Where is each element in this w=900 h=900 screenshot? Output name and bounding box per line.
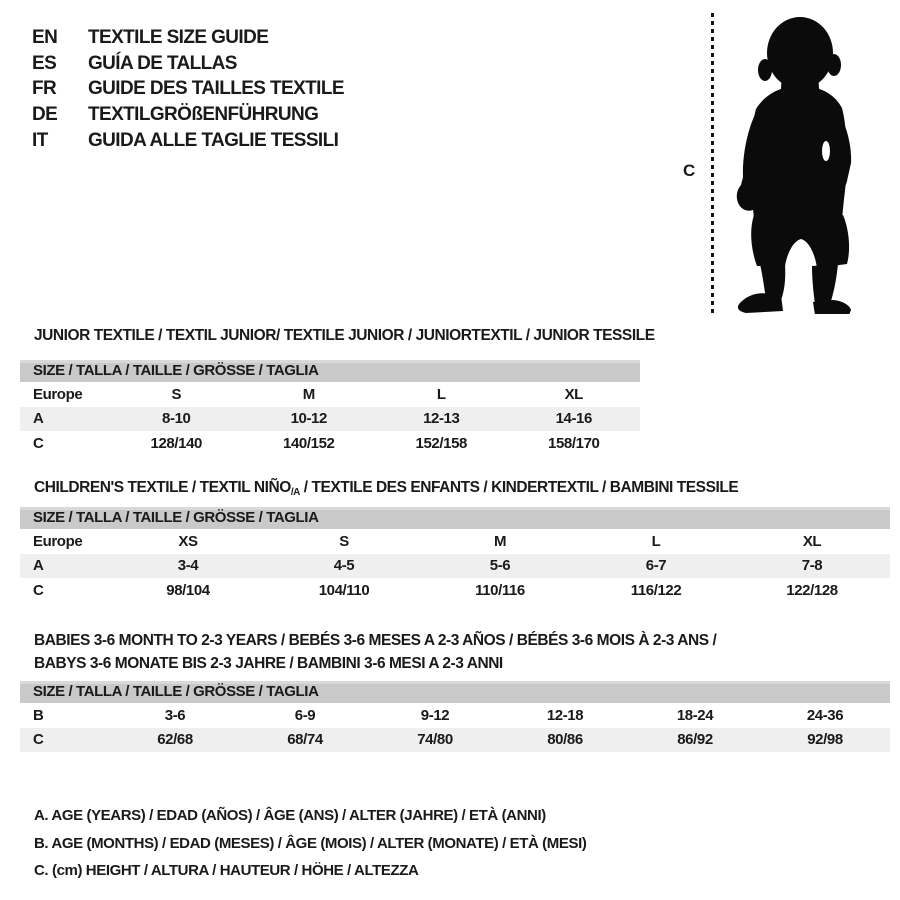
lang-code: DE <box>32 104 58 126</box>
size-header-band <box>20 360 640 382</box>
cell: S <box>171 385 182 403</box>
cell: 7-8 <box>801 557 823 575</box>
cell: 10-12 <box>290 410 327 428</box>
cell: S <box>339 532 349 550</box>
cell: 110/116 <box>475 581 525 599</box>
table-row <box>20 382 640 407</box>
row-label: Europe <box>33 532 83 550</box>
cell: 5-6 <box>489 557 511 575</box>
cell: XL <box>564 385 583 403</box>
babies-section-title <box>34 629 716 675</box>
lang-title: GUIDA ALLE TAGLIE TESSILI <box>88 130 339 152</box>
babies-title-line1: BABIES 3-6 MONTH TO 2-3 YEARS / BEBÉS 3-6 MESES A 2-3 AÑOS / BÉBÉS 3-6 MOIS À 2-3 ANS / <box>34 632 717 649</box>
size-header-band <box>20 681 890 703</box>
language-legend <box>32 25 344 154</box>
size-header-band <box>20 507 890 529</box>
cell: 92/98 <box>807 731 843 749</box>
children-title-pre: CHILDREN'S TEXTILE / TEXTIL NIÑO <box>34 479 291 496</box>
cell: M <box>493 532 507 550</box>
table-row <box>20 578 890 603</box>
children-title-sub: /A <box>290 487 300 498</box>
table-row <box>20 728 890 753</box>
cell: 68/74 <box>287 731 323 749</box>
lang-title: TEXTILE SIZE GUIDE <box>88 26 269 48</box>
cell: 80/86 <box>547 731 583 749</box>
lang-row-it <box>32 128 344 154</box>
table-row <box>20 407 640 432</box>
cell: L <box>436 385 446 403</box>
cell: 3-4 <box>177 557 199 575</box>
table-row <box>20 703 890 728</box>
cell: 104/110 <box>318 581 370 599</box>
cell: 140/152 <box>283 434 335 452</box>
row-label: Europe <box>33 385 83 403</box>
cell: 6-7 <box>645 557 667 575</box>
cell: 158/170 <box>548 434 600 452</box>
lang-title: GUIDE DES TAILLES TEXTILE <box>88 78 344 100</box>
lang-code: ES <box>32 52 57 74</box>
cell: M <box>302 385 315 403</box>
table-row <box>20 529 890 554</box>
cell: 9-12 <box>420 706 450 724</box>
cell: 116/122 <box>630 581 682 599</box>
cell: 4-5 <box>333 557 355 575</box>
cell: 14-16 <box>555 410 592 428</box>
cell: 74/80 <box>417 731 453 749</box>
height-dotted-line <box>711 13 714 313</box>
size-header-label: SIZE / TALLA / TAILLE / GRÖSSE / TAGLIA <box>33 362 319 379</box>
cell: 8-10 <box>162 410 191 428</box>
children-section-title <box>34 479 738 498</box>
cell: 24-36 <box>806 706 844 724</box>
lang-row-de <box>32 102 344 128</box>
lang-row-fr <box>32 77 344 103</box>
baby-silhouette-icon <box>722 12 874 314</box>
size-header-label: SIZE / TALLA / TAILLE / GRÖSSE / TAGLIA <box>33 509 319 526</box>
cell: 122/128 <box>786 581 838 599</box>
cell: 98/104 <box>166 581 210 599</box>
cell: 62/68 <box>157 731 193 749</box>
cell: 3-6 <box>164 706 186 724</box>
lang-title: GUÍA DE TALLAS <box>88 52 237 74</box>
junior-section-title: JUNIOR TEXTILE / TEXTIL JUNIOR/ TEXTILE JUNIOR / JUNIORTEXTIL / JUNIOR TESSILE <box>34 327 655 344</box>
cell: XL <box>802 532 822 550</box>
row-label: C <box>33 434 44 452</box>
junior-size-table <box>20 360 640 456</box>
lang-code: EN <box>32 26 58 48</box>
children-size-table <box>20 507 890 603</box>
babies-title-line2: BABYS 3-6 MONATE BIS 2-3 JAHRE / BAMBINI 3-6 MESI A 2-3 ANNI <box>34 655 503 672</box>
table-row <box>20 554 890 579</box>
lang-code: FR <box>32 78 57 100</box>
lang-title: TEXTILGRÖßENFÜHRUNG <box>88 104 319 126</box>
row-label: C <box>33 731 44 749</box>
cell: XS <box>178 532 198 550</box>
height-measure-label: C <box>683 161 696 180</box>
row-label: C <box>33 581 44 599</box>
footnotes <box>34 802 586 885</box>
babies-size-table <box>20 681 890 752</box>
row-label: B <box>33 706 44 724</box>
footnote-a: A. AGE (YEARS) / EDAD (AÑOS) / ÂGE (ANS) / ALTER (JAHRE) / ETÀ (ANNI) <box>34 807 546 824</box>
cell: 12-18 <box>546 706 584 724</box>
cell: 152/158 <box>415 434 467 452</box>
cell: 12-13 <box>423 410 460 428</box>
lang-code: IT <box>32 130 48 152</box>
cell: 18-24 <box>676 706 714 724</box>
cell: 128/140 <box>150 434 202 452</box>
cell: 6-9 <box>294 706 316 724</box>
cell: 86/92 <box>677 731 713 749</box>
lang-row-es <box>32 51 344 77</box>
table-row <box>20 431 640 456</box>
footnote-c: C. (cm) HEIGHT / ALTURA / HAUTEUR / HÖHE / ALTEZZA <box>34 862 419 879</box>
row-label: A <box>33 410 44 428</box>
lang-row-en <box>32 25 344 51</box>
footnote-b: B. AGE (MONTHS) / EDAD (MESES) / ÂGE (MOIS) / ALTER (MONATE) / ETÀ (MESI) <box>34 834 587 852</box>
row-label: A <box>33 557 44 575</box>
children-title-post: / TEXTILE DES ENFANTS / KINDERTEXTIL / BAMBINI TESSILE <box>299 479 739 496</box>
cell: L <box>651 532 661 550</box>
size-header-label: SIZE / TALLA / TAILLE / GRÖSSE / TAGLIA <box>33 683 319 700</box>
